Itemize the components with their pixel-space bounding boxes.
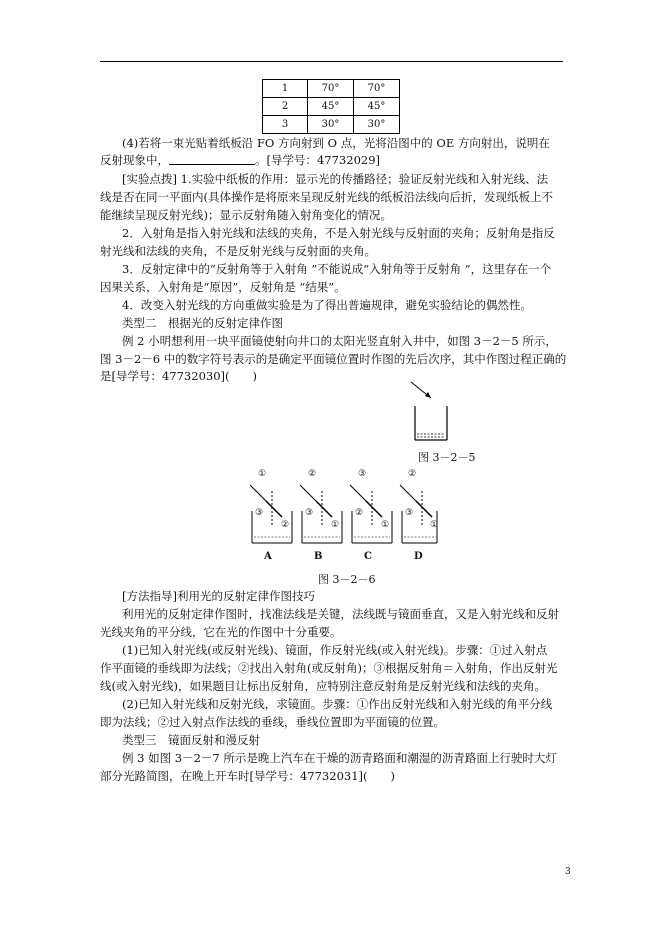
option-d-mark-2: ③ [405, 508, 414, 518]
answer-blank[interactable] [169, 154, 255, 165]
method-line: (1)已知入射光线(或反射光线)、镜面，作反射光线(或入射光线)。步骤：①过入射点 [122, 643, 548, 657]
method-line: (2)已知入射光线和反射光线，求镜面。步骤：①作出反射光线和入射光线的角平分线 [122, 697, 553, 711]
option-a-mark-2: ③ [255, 508, 264, 518]
method-line: 即为法线；②过入射点作法线的垂线，垂线位置即为平面镜的位置。 [100, 715, 445, 729]
example-line: 例 3 如图 3－2－7 所示是晚上汽车在干燥的沥青路面和潮湿的沥青路面上行驶时大灯 [122, 751, 557, 765]
section-heading: 类型二 根据光的反射定律作图 [122, 316, 283, 330]
method-heading: [方法指导]利用光的反射定律作图技巧 [122, 589, 315, 603]
table-row: 3 30° 30° [263, 116, 400, 134]
tip-line: [实验点拨] 1.实验中纸板的作用：显示光的传播路径；验证反射光线和入射光线、法 [122, 172, 549, 186]
table-row: 1 70° 70° [263, 80, 400, 98]
page-number: 3 [565, 867, 571, 877]
example-line: 部分光路简图，在晚上开车时[导学号：47732031]( ) [100, 769, 395, 783]
option-d-mark-3: ① [430, 520, 439, 530]
figure-3-2-5-caption: 图 3－2－5 [418, 451, 476, 464]
data-table [262, 79, 400, 134]
tip-line: 能继续呈现反射光线)；显示反射角随入射角变化的情况。 [100, 208, 392, 222]
option-c-mark-2: ② [355, 508, 364, 518]
option-c-mark-3: ① [381, 520, 390, 530]
option-c-letter: C [364, 551, 372, 562]
option-a-mark-1: ① [258, 469, 267, 479]
option-a-letter: A [264, 551, 272, 562]
option-c-mark-1: ③ [358, 469, 367, 479]
question-4-line: (4)若将一束光贴着纸板沿 FO 方向射到 O 点，光将沿图中的 OE 方向射出，说明在 [122, 136, 550, 150]
tip-line: 射光线和法线的夹角，不是反射光线与反射面的夹角。 [100, 244, 376, 258]
example-line: 是[导学号：47732030]( ) [100, 369, 257, 383]
option-b-letter: B [314, 551, 323, 562]
figure-3-2-6-caption: 图 3－2－6 [318, 573, 376, 586]
method-line: 光线夹角的平分线，它在光的作图中十分重要。 [100, 625, 342, 639]
option-d-letter: D [414, 551, 423, 562]
method-line: 作平面镜的垂线即为法线；②找出入射角(或反射角)；③根据反射角＝入射角，作出反射光 [100, 661, 558, 675]
table-row: 2 45° 45° [263, 98, 400, 116]
header-rule [100, 61, 563, 62]
section-heading: 类型三 镜面反射和漫反射 [122, 733, 260, 747]
option-b-mark-3: ① [331, 520, 340, 530]
example-line: 图 3－2－6 中的数字符号表示的是确定平面镜位置时作图的先后次序，其中作图过程正确的 [100, 352, 567, 366]
option-a-mark-3: ② [281, 520, 290, 530]
option-b-mark-2: ③ [305, 508, 314, 518]
option-d-mark-1: ② [408, 469, 417, 479]
tip-line: 3．反射定律中的“反射角等于入射角 ”不能说成“入射角等于反射角 ”，这里存在一个 [122, 262, 552, 276]
tip-line: 2．入射角是指入射光线和法线的夹角，不是入射光线与反射面的夹角；反射角是指反 [122, 226, 555, 240]
question-4-line-2: 反射现象中， 。[导学号：47732029] [100, 153, 381, 167]
example-line: 例 2 小明想利用一块平面镜使射向井口的太阳光竖直射入井中，如图 3－2－5 所示， [122, 334, 557, 348]
method-line: 线(或入射光线)，如果题目让标出反射角，应特别注意反射角是反射光线和法线的夹角。 [100, 679, 546, 693]
tip-line: 4．改变入射光线的方向重做实验是为了得出普遍规律，避免实验结论的偶然性。 [122, 298, 532, 312]
option-b-mark-1: ② [308, 469, 317, 479]
figure-3-2-5 [405, 378, 455, 448]
tip-line: 线是否在同一平面内(具体操作是将原来呈现反射光线的纸板沿法线向后折，发现纸板上不 [100, 190, 553, 204]
method-line: 利用光的反射定律作图时，找准法线是关键，法线既与镜面垂直，又是入射光线和反射 [122, 607, 559, 621]
tip-line: 因果关系，入射角是“原因”，反射角是 “结果”。 [100, 280, 346, 294]
